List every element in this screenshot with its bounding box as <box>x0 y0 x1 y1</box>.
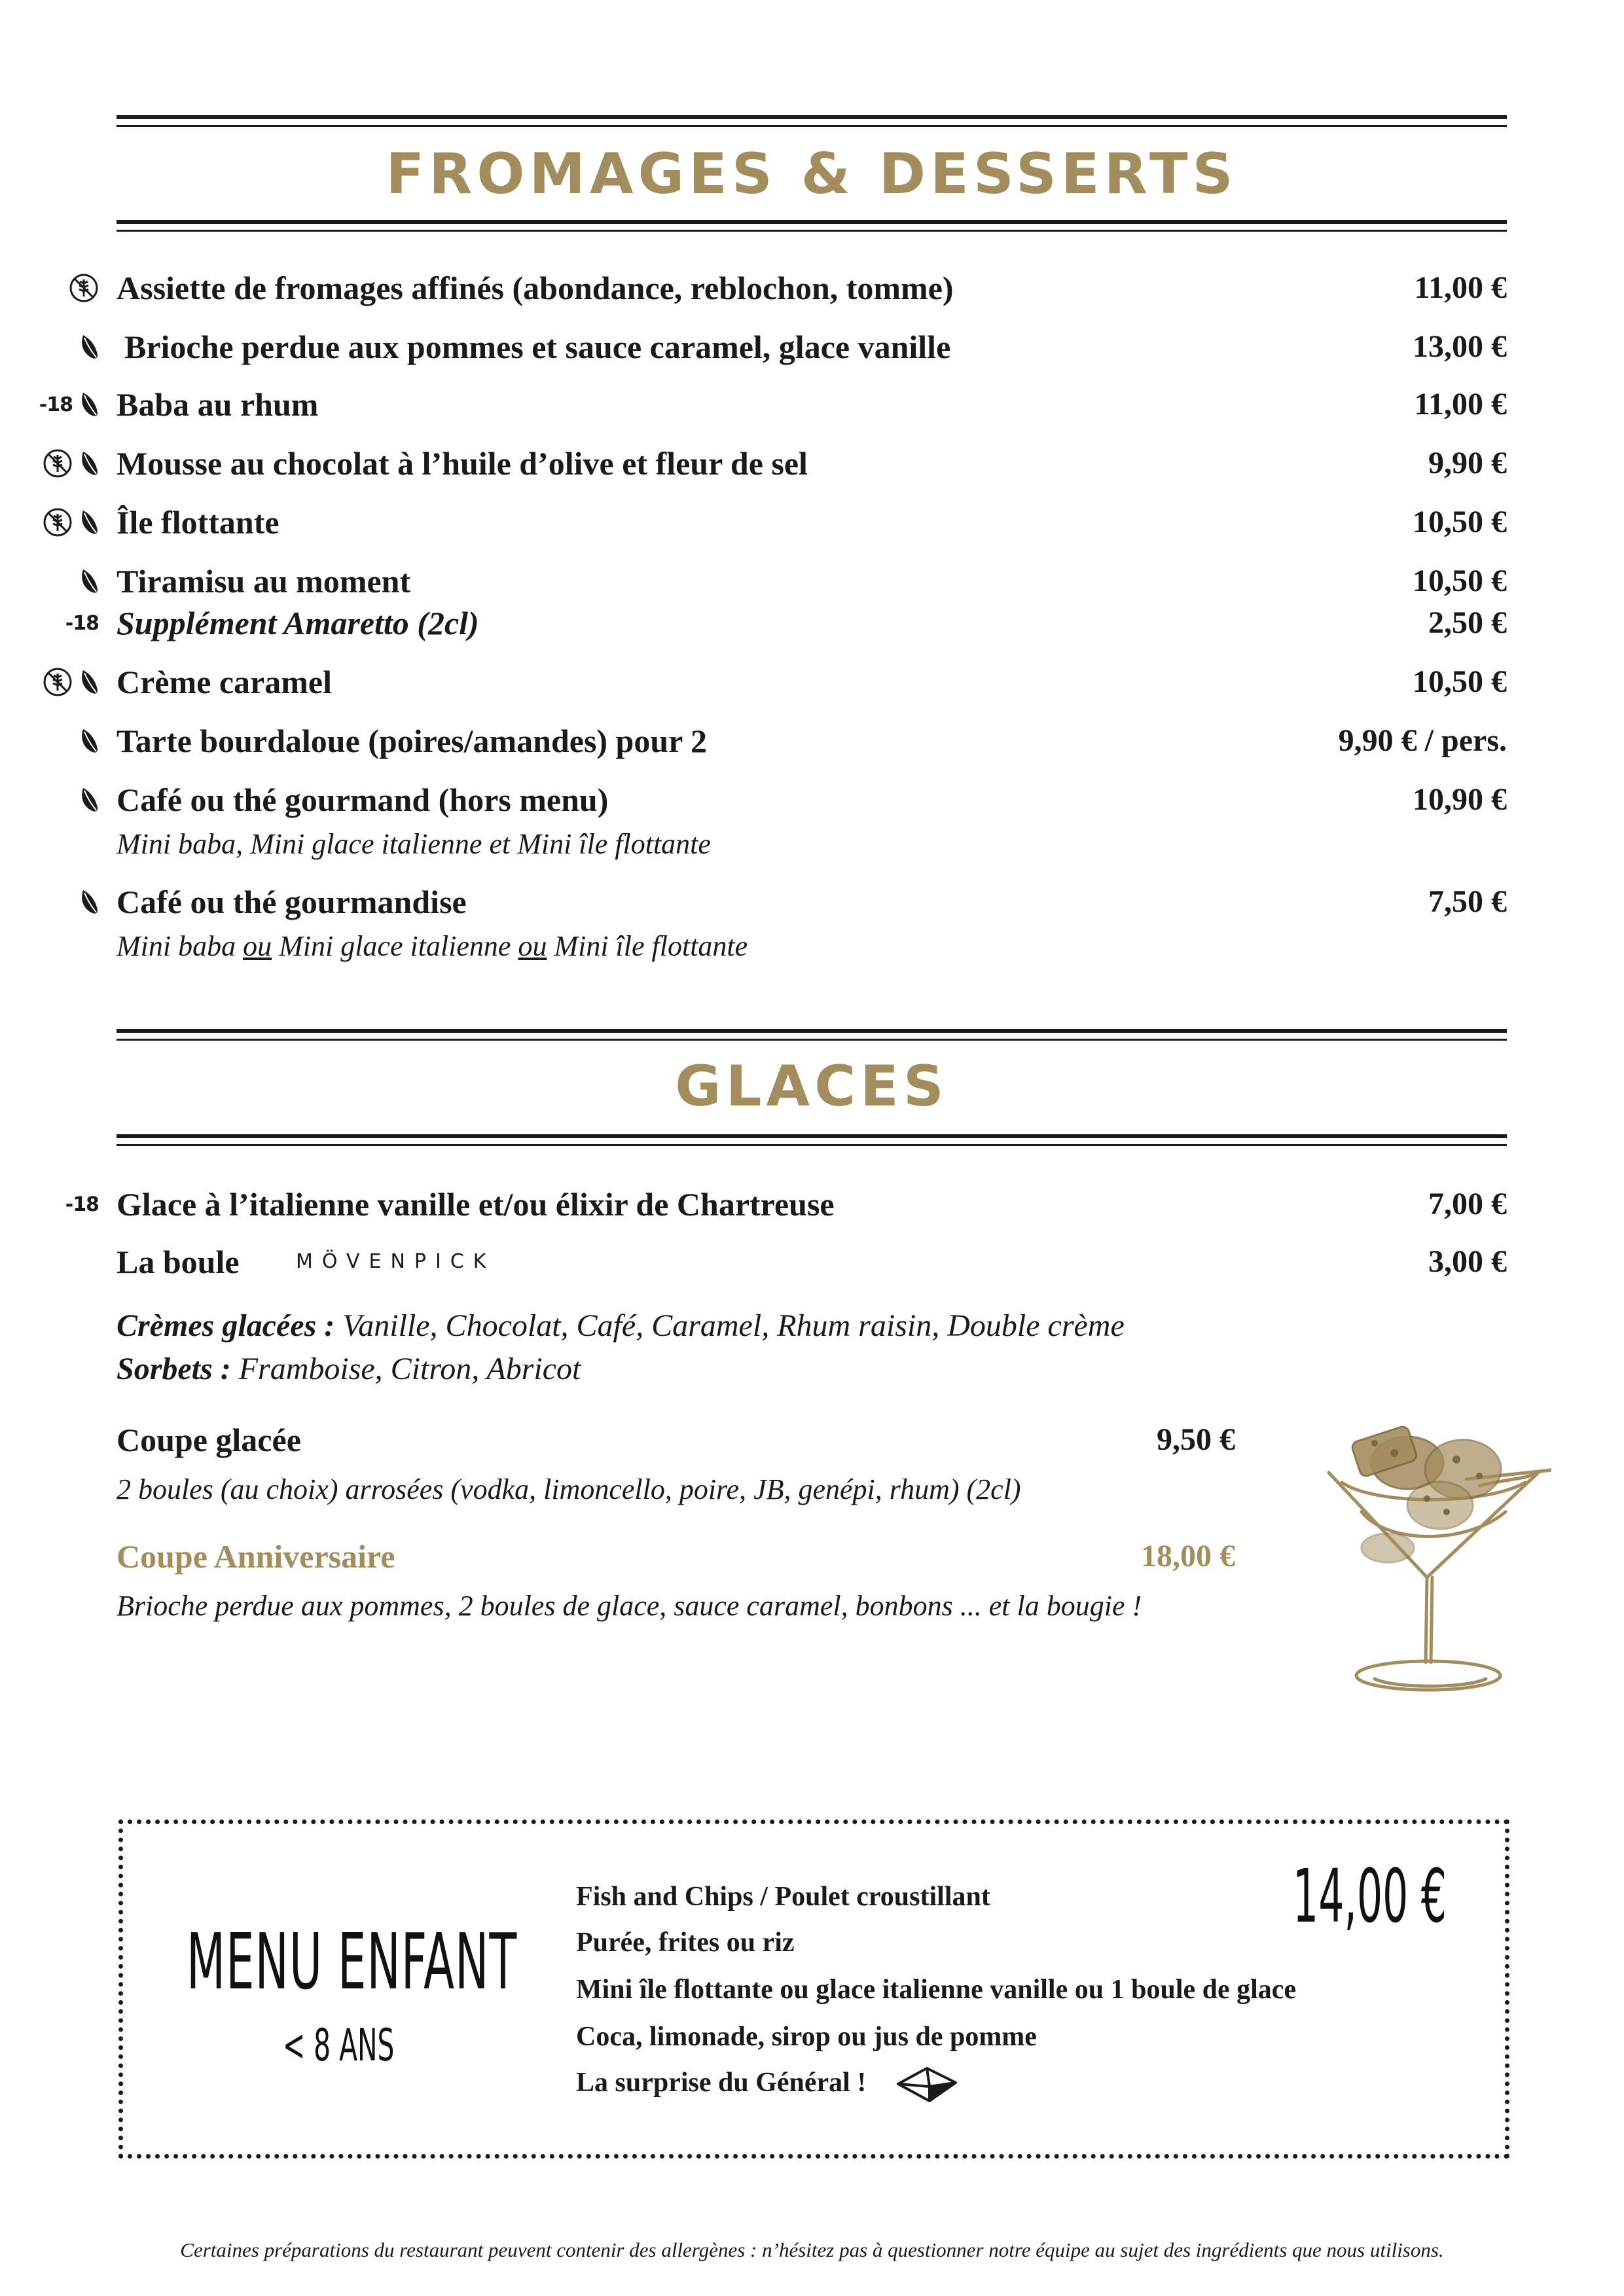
item-name: Assiette de fromages affinés (abondance, reblochon, tomme) <box>117 270 954 306</box>
item-price: 10,50 € <box>1413 564 1507 598</box>
kids-menu-item: La surprise du Général ! <box>576 2068 867 2098</box>
menu-item <box>0 876 1624 928</box>
item-price: 10,50 € <box>1413 505 1507 539</box>
section-title-glaces: GLACES <box>675 1054 948 1119</box>
flavours-sorbets: Sorbets : Framboise, Citron, Abricot <box>117 1352 581 1386</box>
vegetarian-leaf-icon <box>79 669 99 695</box>
item-price: 3,00 € <box>1428 1244 1507 1279</box>
item-price: 9,90 € / pers. <box>1338 723 1507 758</box>
flavours-cremes: Crèmes glacées : Vanille, Chocolat, Café, Caramel, Rhum raisin, Double crème <box>117 1308 1125 1343</box>
kids-menu-age: < 8 ANS <box>283 2020 395 2072</box>
menu-item <box>0 262 1624 314</box>
coupe-anniversaire-price: 18,00 € <box>1141 1539 1235 1573</box>
vegetarian-leaf-icon <box>79 728 99 754</box>
menu-item <box>0 378 1624 431</box>
item-price: 9,90 € <box>1428 446 1507 480</box>
kids-menu-price: 14,00 € <box>1293 1854 1447 1939</box>
item-price: 10,90 € <box>1413 782 1507 817</box>
menu-item <box>0 715 1624 767</box>
item-name: Tiramisu au moment <box>117 563 411 600</box>
item-name: Café ou thé gourmand (hors menu) <box>117 781 609 818</box>
ice-cream-cup-illustration <box>1316 1414 1551 1708</box>
gluten-free-icon <box>43 667 73 697</box>
menu-item <box>0 1236 1624 1288</box>
menu-item <box>0 496 1624 548</box>
vegetarian-leaf-icon <box>79 509 99 535</box>
kids-menu-title: MENU ENFANT <box>187 1916 518 2007</box>
gluten-free-icon <box>43 507 73 537</box>
item-name: Café ou thé gourmandise <box>117 884 467 920</box>
kids-menu-item: Fish and Chips / Poulet croustillant <box>576 1882 990 1912</box>
item-name: Glace à l’italienne vanille et/ou élixir de Chartreuse <box>117 1186 835 1223</box>
item-description: Mini baba, Mini glace italienne et Mini île flottante <box>117 828 711 860</box>
item-price: 11,00 € <box>1414 270 1507 305</box>
vegetarian-leaf-icon <box>79 787 99 813</box>
section-rule-bottom <box>117 220 1507 232</box>
menu-item <box>0 1178 1624 1230</box>
menu-item <box>0 597 1624 649</box>
menu-item <box>0 321 1624 373</box>
item-name: Tarte bourdaloue (poires/amandes) pour 2 <box>117 723 707 759</box>
menu-item <box>0 774 1624 826</box>
item-name: Brioche perdue aux pommes et sauce caramel, glace vanille <box>124 329 951 365</box>
kids-menu-item: Coca, limonade, sirop ou jus de pomme <box>576 2022 1037 2052</box>
section-rule-bottom <box>117 1134 1507 1146</box>
section-rule-top <box>117 1029 1507 1041</box>
movenpick-logo: MÖVENPICK <box>296 1250 496 1273</box>
gift-box-icon <box>895 2064 958 2104</box>
vegetarian-leaf-icon <box>79 568 99 594</box>
item-name: Crème caramel <box>117 664 332 700</box>
item-price: 7,50 € <box>1428 884 1507 919</box>
item-name: Île flottante <box>117 504 280 541</box>
item-price: 13,00 € <box>1413 329 1507 364</box>
vegetarian-leaf-icon <box>79 450 99 476</box>
item-name: Supplément Amaretto (2cl) <box>117 605 479 641</box>
item-price: 10,50 € <box>1413 664 1507 699</box>
section-title-desserts: FROMAGES & DESSERTS <box>386 141 1238 207</box>
age-restriction-badge: -18 <box>65 1193 99 1216</box>
coupe-anniversaire-name: Coupe Anniversaire <box>117 1538 395 1575</box>
gluten-free-icon <box>69 273 99 303</box>
vegetarian-leaf-icon <box>79 391 99 418</box>
item-name: Mousse au chocolat à l’huile d’olive et fleur de sel <box>117 445 808 482</box>
item-price: 2,50 € <box>1428 605 1507 640</box>
menu-item <box>0 437 1624 490</box>
age-restriction-badge: -18 <box>65 611 99 635</box>
kids-menu-item: Purée, frites ou riz <box>576 1928 795 1958</box>
coupe-glacee-price: 9,50 € <box>1157 1422 1235 1457</box>
item-description: Mini baba ou Mini glace italienne ou Mini île flottante <box>117 930 748 962</box>
item-price: 11,00 € <box>1414 387 1507 422</box>
age-restriction-badge: -18 <box>39 393 73 416</box>
menu-item <box>0 656 1624 708</box>
item-price: 7,00 € <box>1428 1187 1507 1221</box>
coupe-glacee-description: 2 boules (au choix) arrosées (vodka, limoncello, poire, JB, genépi, rhum) (2cl) <box>117 1473 1021 1505</box>
item-name: La boule <box>117 1244 240 1280</box>
kids-menu-item: Mini île flottante ou glace italienne vanille ou 1 boule de glace <box>576 1975 1297 2005</box>
coupe-glacee-name: Coupe glacée <box>117 1422 301 1458</box>
coupe-anniversaire-description: Brioche perdue aux pommes, 2 boules de glace, sauce caramel, bonbons ... et la bougie ! <box>117 1590 1142 1622</box>
vegetarian-leaf-icon <box>79 334 99 360</box>
vegetarian-leaf-icon <box>79 889 99 915</box>
allergen-disclaimer: Certaines préparations du restaurant peuvent contenir des allergènes : n’hésitez pas à questionner notre équipe au sujet des ingrédients que nous utilisons. <box>180 2238 1444 2261</box>
section-rule-top <box>117 115 1507 127</box>
gluten-free-icon <box>43 448 73 478</box>
item-name: Baba au rhum <box>117 386 319 423</box>
